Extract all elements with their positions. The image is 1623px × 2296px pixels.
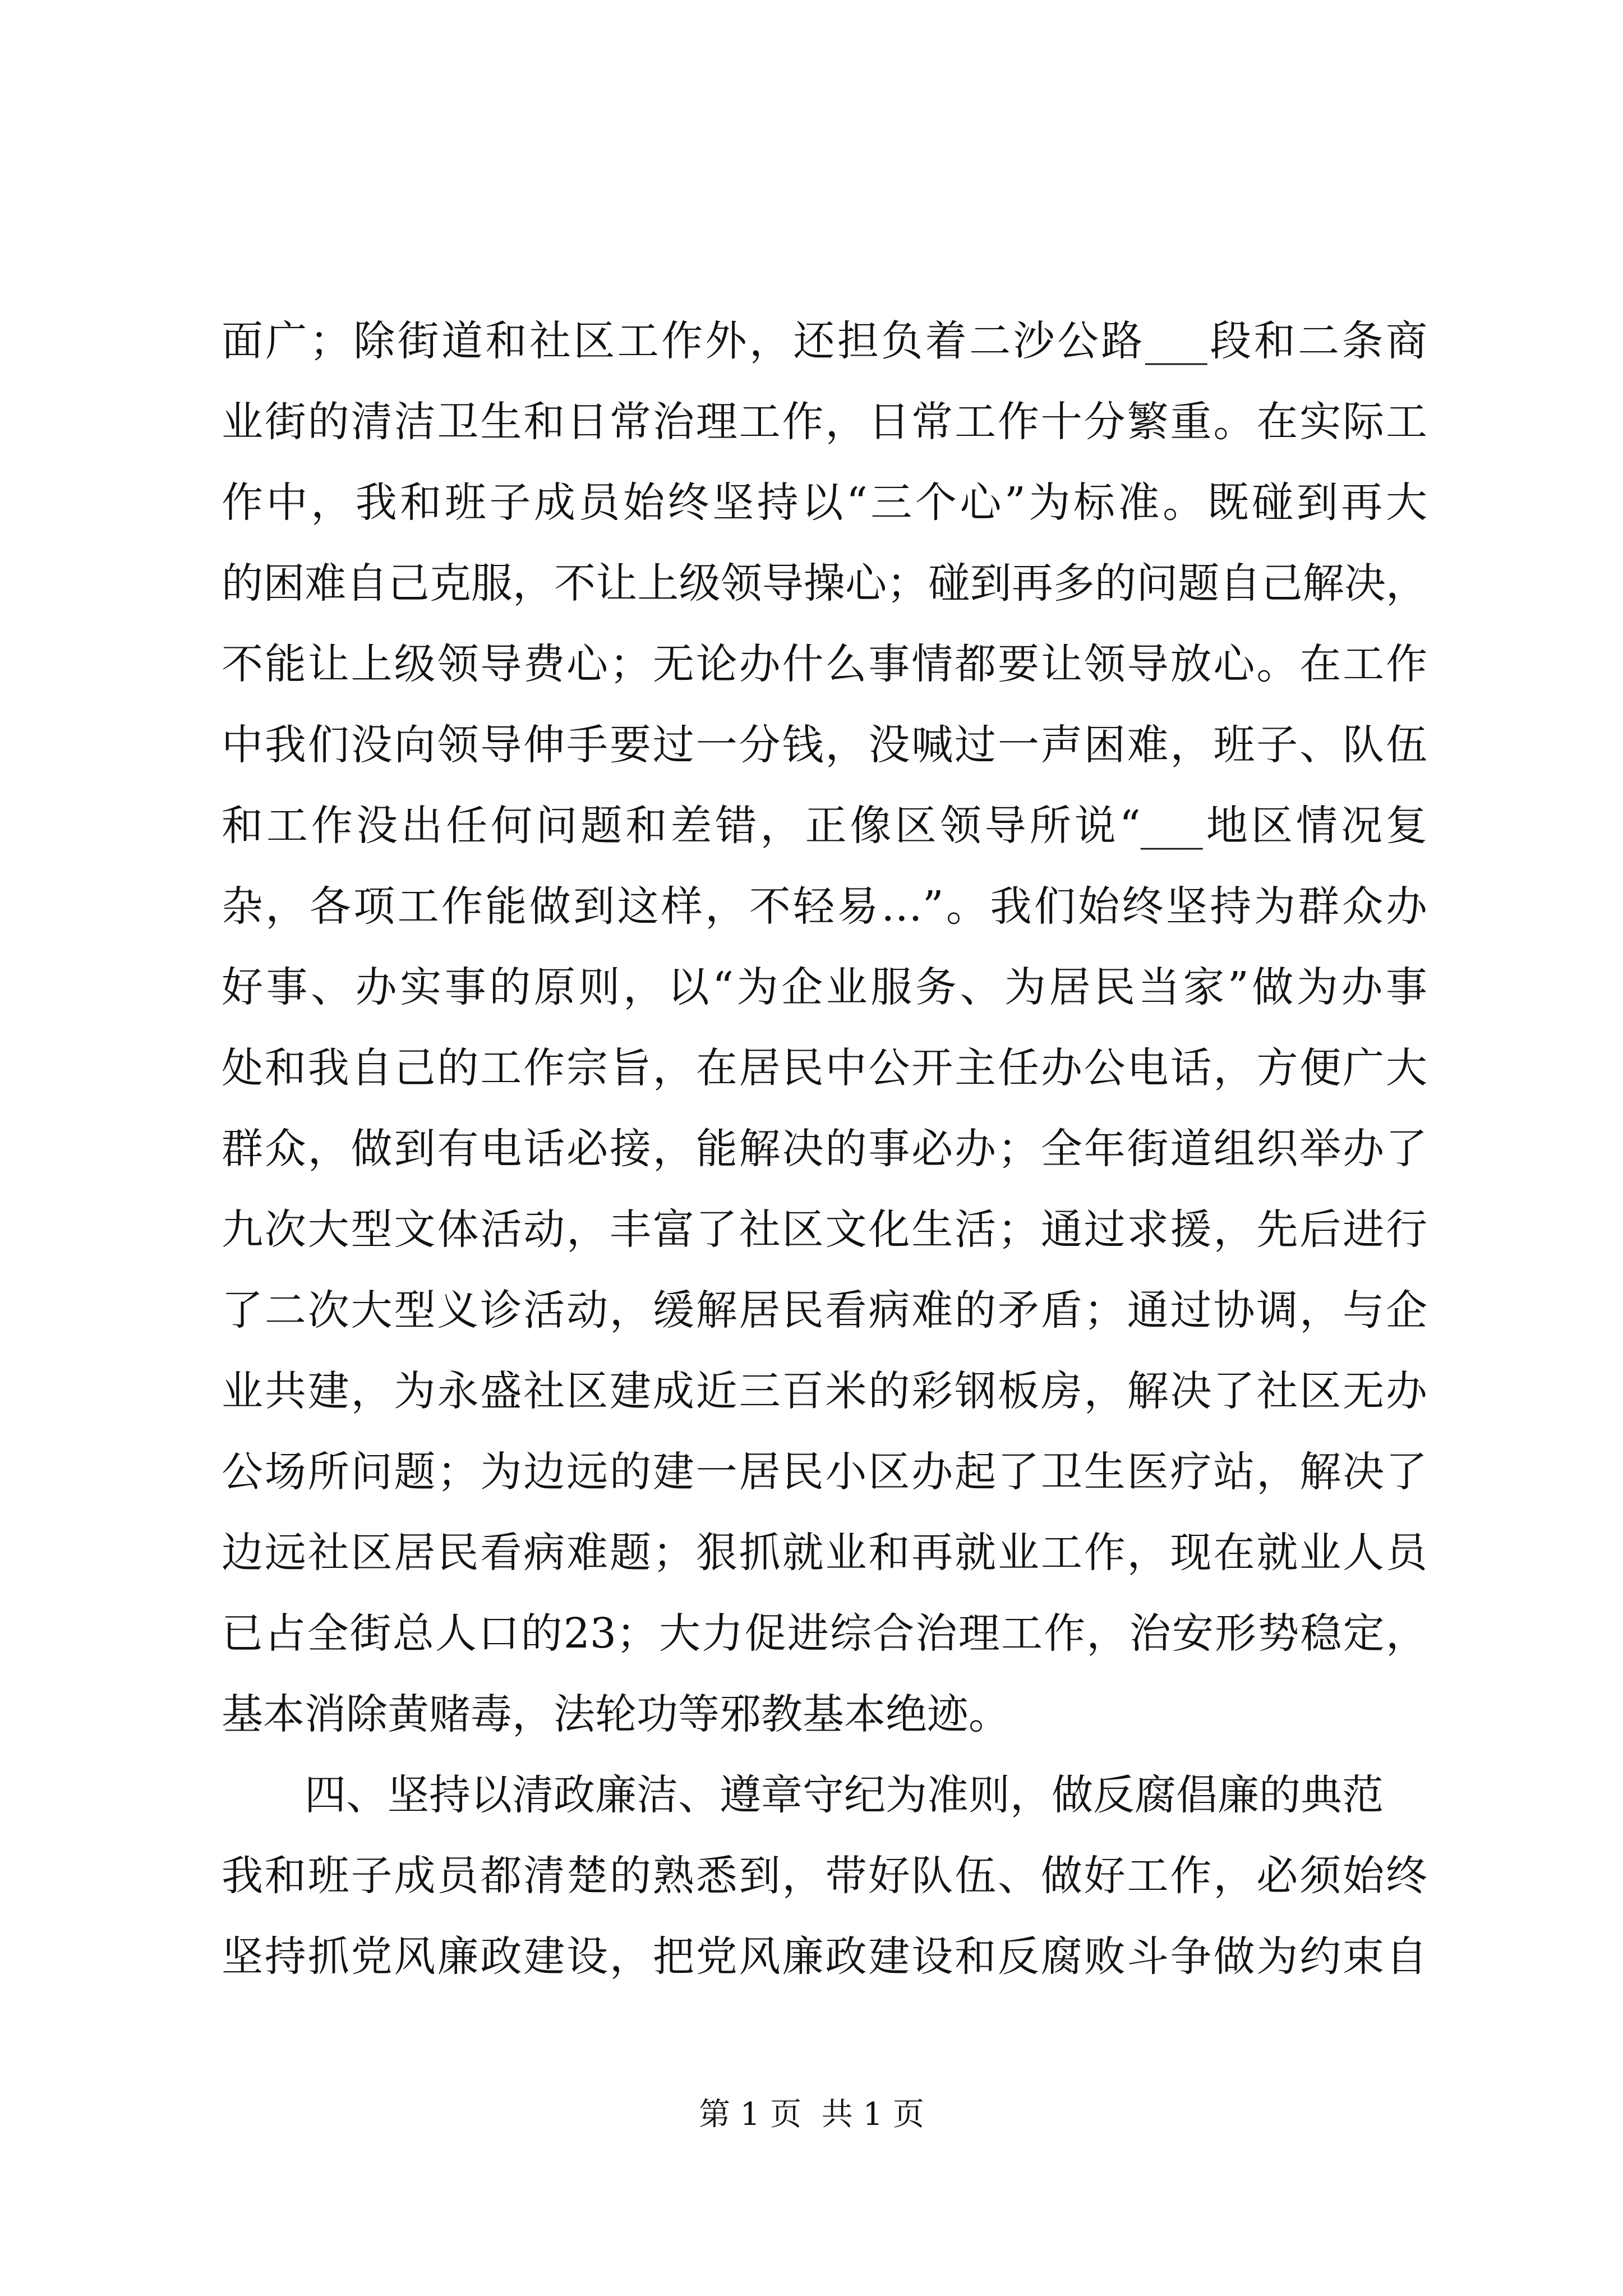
paragraph-line: 我和班子成员都清楚的熟悉到，带好队伍、做好工作，必须始终 [222, 1852, 1427, 1900]
paragraph-line: 不能让上级领导费心；无论办什么事情都要让领导放心。在工作 [222, 640, 1427, 688]
paragraph-line: 中我们没向领导伸手要过一分钱，没喊过一声困难，班子、队伍 [222, 721, 1427, 769]
paragraph-line: 好事、办实事的原则，以“为企业服务、为居民当家”做为办事 [222, 963, 1427, 1011]
paragraph-line: 公场所问题；为边远的建一居民小区办起了卫生医疗站，解决了 [222, 1448, 1427, 1496]
paragraph-line: 了二次大型义诊活动，缓解居民看病难的矛盾；通过协调，与企 [222, 1286, 1427, 1335]
page-number-footer: 第 1 页 共 1 页 [698, 2096, 925, 2133]
paragraph-line: 处和我自己的工作宗旨，在居民中公开主任办公电话，方便广大 [222, 1044, 1427, 1092]
body-text [222, 301, 1427, 1997]
paragraph-line: 群众，做到有电话必接，能解决的事必办；全年街道组织举办了 [222, 1125, 1427, 1173]
paragraph-line: 坚持抓党风廉政建设，把党风廉政建设和反腐败斗争做为约束自 [222, 1932, 1427, 1981]
paragraph-line: 已占全街总人口的23；大力促进综合治理工作，治安形势稳定， [222, 1609, 1427, 1658]
section-heading-line: 四、坚持以清政廉洁、遵章守纪为准则，做反腐倡廉的典范 [305, 1771, 1384, 1819]
paragraph-line: 杂，各项工作能做到这样，不轻易…”。我们始终坚持为群众办 [222, 882, 1427, 931]
paragraph-line: 九次大型文体活动，丰富了社区文化生活；通过求援，先后进行 [222, 1205, 1427, 1254]
paragraph-line: 基本消除黄赌毒，法轮功等邪教基本绝迹。 [222, 1690, 1010, 1738]
paragraph-line: 作中，我和班子成员始终坚持以“三个心”为标准。既碰到再大 [222, 478, 1427, 527]
paragraph-line: 面广；除街道和社区工作外，还担负着二沙公路___段和二条商 [222, 317, 1427, 365]
paragraph-line: 边远社区居民看病难题；狠抓就业和再就业工作，现在就业人员 [222, 1529, 1427, 1577]
paragraph-line: 业共建，为永盛社区建成近三百米的彩钢板房，解决了社区无办 [222, 1367, 1427, 1415]
paragraph-line: 的困难自己克服，不让上级领导操心；碰到再多的问题自己解决， [222, 559, 1427, 608]
paragraph-line: 业街的清洁卫生和日常治理工作，日常工作十分繁重。在实际工 [222, 398, 1427, 446]
paragraph-line: 和工作没出任何问题和差错，正像区领导所说“___地区情况复 [222, 802, 1427, 850]
